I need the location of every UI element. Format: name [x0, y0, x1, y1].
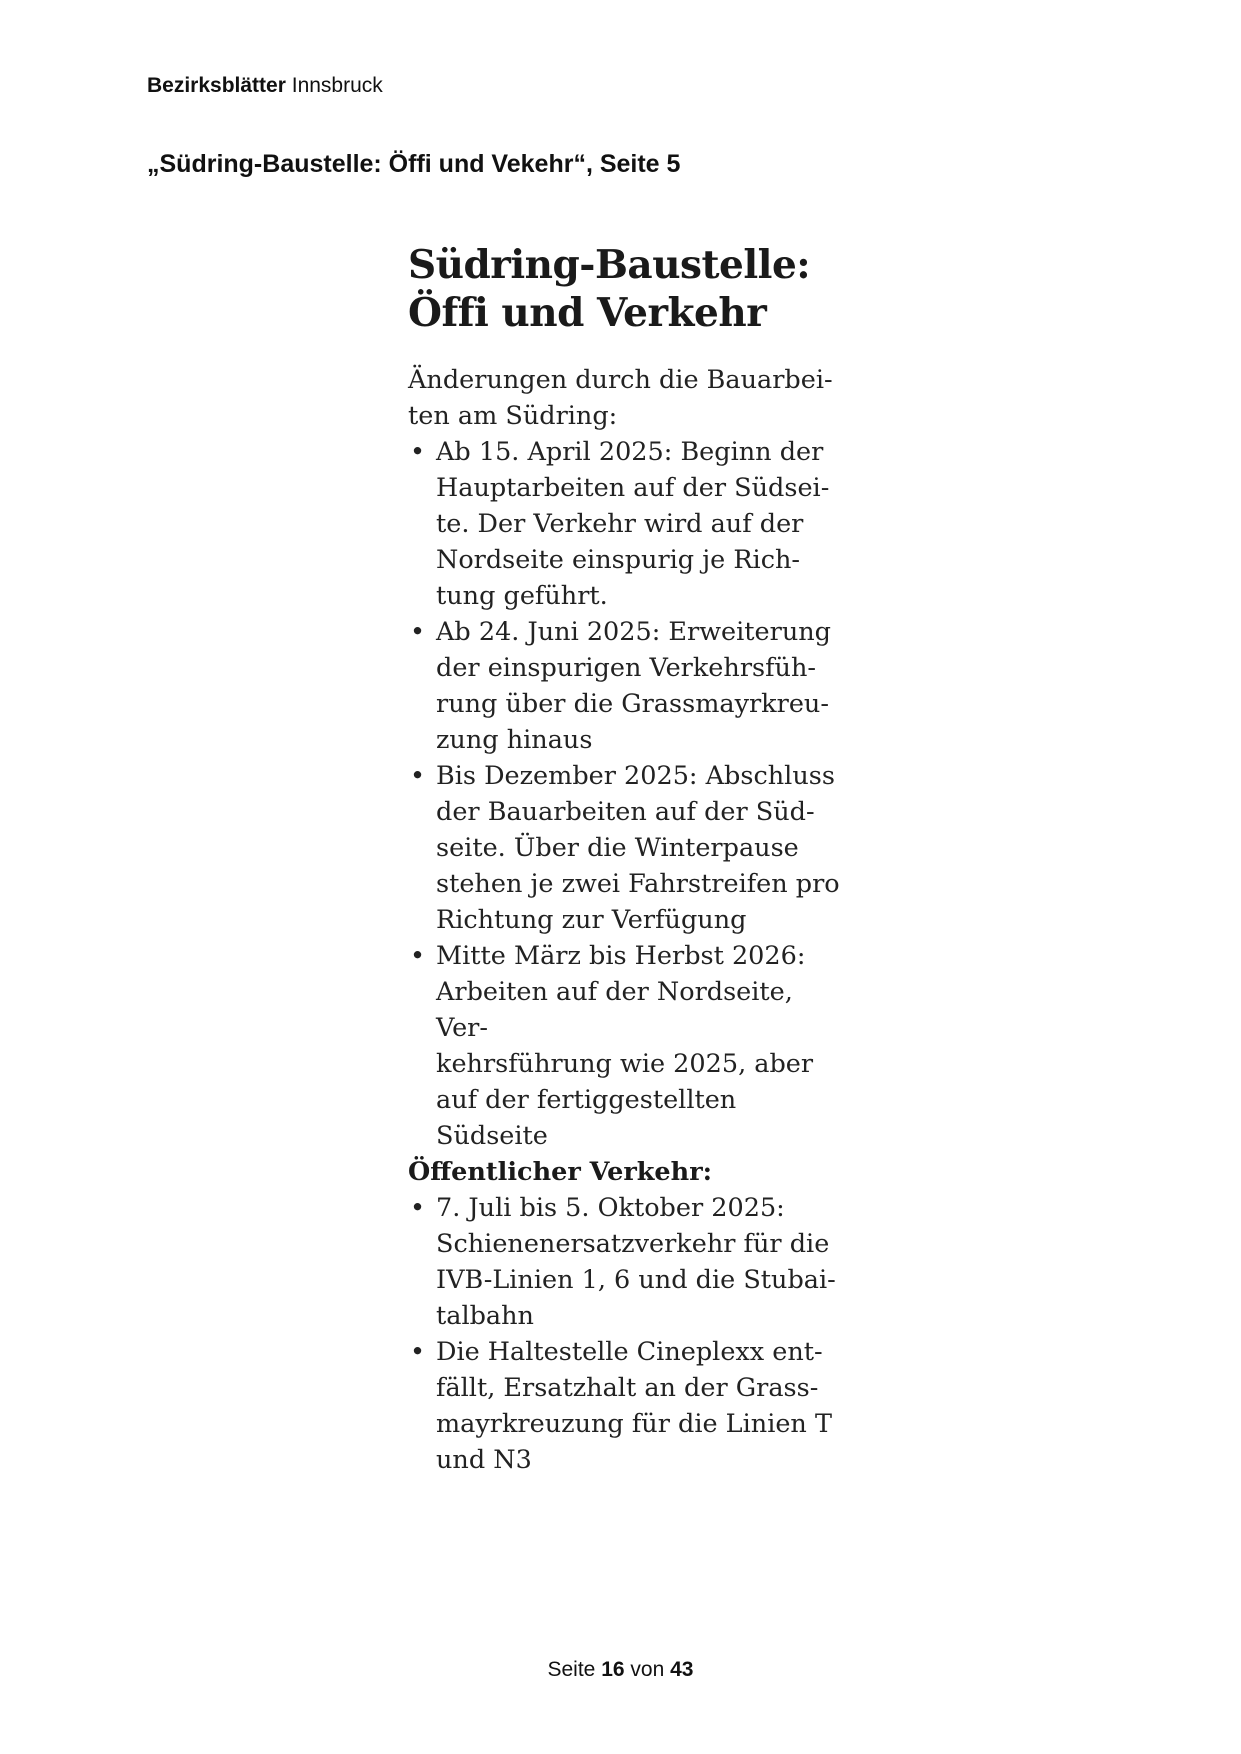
page-footer	[0, 1657, 1241, 1683]
item-line: tung geführt.	[436, 581, 608, 611]
intro-line: ten am Südring:	[408, 401, 618, 431]
total-pages-number: 43	[670, 1658, 694, 1681]
bullet-icon: •	[410, 1193, 426, 1223]
bullet-icon: •	[410, 617, 426, 647]
list-item	[408, 614, 848, 758]
item-line: rung über die Grassmayrkreu-	[436, 689, 829, 719]
item-line: fällt, Ersatzhalt an der Grass-	[436, 1373, 819, 1403]
item-line: mayrkreuzung für die Linien T	[436, 1409, 832, 1439]
item-line: zung hinaus	[436, 725, 593, 755]
item-line: der Bauarbeiten auf der Süd-	[436, 797, 815, 827]
item-line: kehrsführung wie 2025, aber	[436, 1049, 814, 1079]
publication-name: Bezirksblätter	[147, 74, 286, 97]
item-line: talbahn	[436, 1301, 534, 1331]
item-line: auf der fertiggestellten Südseite	[436, 1085, 737, 1151]
item-line: der einspurigen Verkehrsfüh-	[436, 653, 816, 683]
item-line: Schienenersatzverkehr für die	[436, 1229, 830, 1259]
bullet-icon: •	[410, 1337, 426, 1367]
item-line: seite. Über die Winterpause	[436, 833, 799, 863]
item-line: Die Haltestelle Cineplexx ent-	[436, 1337, 823, 1367]
bullet-icon: •	[410, 941, 426, 971]
list-item	[408, 1190, 848, 1334]
list-item	[408, 758, 848, 938]
article-title-line: Südring-Baustelle:	[408, 242, 811, 288]
list-item	[408, 1334, 848, 1478]
public-transport-list	[408, 1190, 848, 1478]
item-line: Hauptarbeiten auf der Südsei-	[436, 473, 830, 503]
intro-line: Änderungen durch die Bauarbei-	[408, 365, 833, 395]
page-label: Seite	[547, 1658, 596, 1681]
bullet-icon: •	[410, 761, 426, 791]
item-line: te. Der Verkehr wird auf der	[436, 509, 804, 539]
article-title	[408, 241, 848, 337]
item-line: Ab 24. Juni 2025: Erweiterung	[436, 617, 832, 647]
item-line: und N3	[436, 1445, 532, 1475]
item-line: Richtung zur Verfügung	[436, 905, 747, 935]
item-line: IVB-Linien 1, 6 und die Stubai-	[436, 1265, 836, 1295]
item-line: Nordseite einspurig je Rich-	[436, 545, 801, 575]
item-line: Bis Dezember 2025: Abschluss	[436, 761, 835, 791]
article-source-line: „Südring-Baustelle: Öffi und Vekehr“, Seite 5	[147, 150, 681, 178]
document-header	[147, 73, 383, 99]
item-line: Ab 15. April 2025: Beginn der	[436, 437, 824, 467]
public-transport-heading: Öffentlicher Verkehr:	[408, 1157, 713, 1187]
item-line: 7. Juli bis 5. Oktober 2025:	[436, 1193, 785, 1223]
list-item	[408, 434, 848, 614]
item-line: Arbeiten auf der Nordseite, Ver-	[436, 977, 793, 1043]
current-page-number: 16	[601, 1658, 625, 1681]
item-line: stehen je zwei Fahrstreifen pro	[436, 869, 840, 899]
article-intro	[408, 362, 848, 434]
item-line: Mitte März bis Herbst 2026:	[436, 941, 806, 971]
bullet-icon: •	[410, 437, 426, 467]
article-clipping	[408, 241, 848, 1478]
list-item	[408, 938, 848, 1154]
page-separator: von	[630, 1658, 665, 1681]
construction-phase-list	[408, 434, 848, 1154]
article-title-line: Öffi und Verkehr	[408, 290, 767, 336]
publication-location: Innsbruck	[291, 74, 383, 97]
